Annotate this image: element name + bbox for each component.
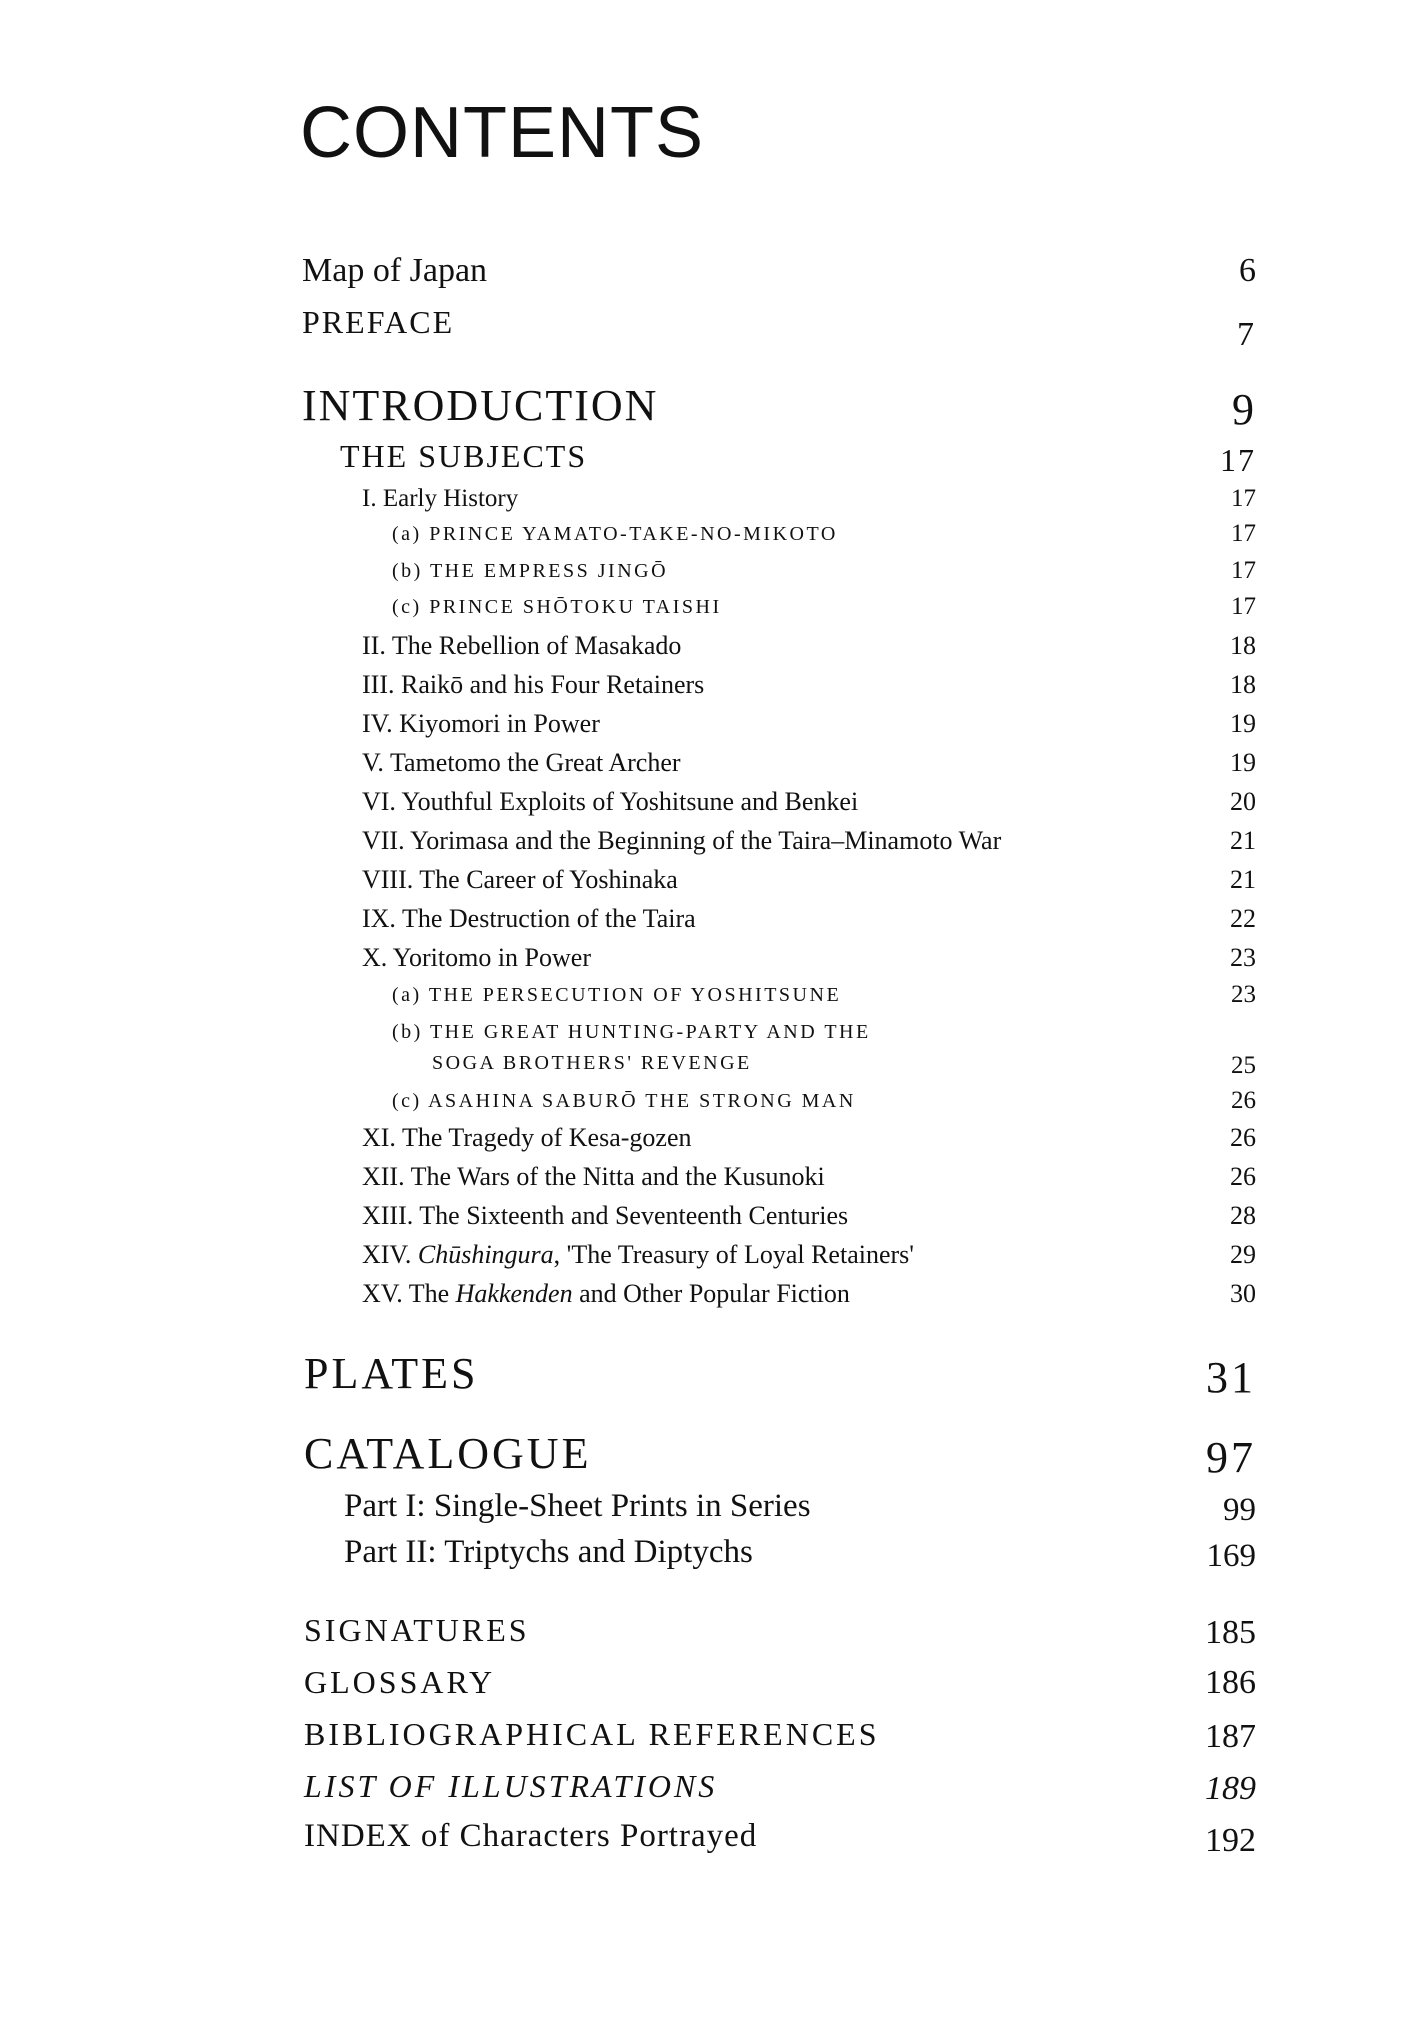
- toc-label: IX. The Destruction of the Taira: [362, 904, 696, 933]
- toc-label: Map of Japan: [302, 252, 488, 289]
- toc-label-italic: Hakkenden: [455, 1279, 573, 1308]
- toc-page: 17: [1231, 520, 1256, 547]
- toc-page: 25: [1231, 1052, 1256, 1079]
- toc-label: BIBLIOGRAPHICAL REFERENCES: [304, 1716, 880, 1752]
- toc-page: 17: [1231, 485, 1256, 512]
- toc-label: (c) PRINCE SHŌTOKU TAISHI: [392, 596, 722, 618]
- toc-label-prefix: XV. The: [362, 1279, 456, 1308]
- toc-page: 189: [1205, 1770, 1256, 1807]
- toc-label: LIST OF ILLUSTRATIONS: [304, 1768, 718, 1804]
- toc-page: 22: [1230, 904, 1256, 933]
- toc-label: (b) THE EMPRESS JINGŌ: [392, 560, 669, 582]
- toc-page: 17: [1231, 593, 1256, 620]
- toc-label: SOGA BROTHERS' REVENGE: [432, 1052, 752, 1074]
- toc-page: 192: [1205, 1822, 1256, 1859]
- toc-page: 21: [1230, 826, 1256, 855]
- toc-page: 26: [1231, 1087, 1256, 1114]
- toc-label: VI. Youthful Exploits of Yoshitsune and Benkei: [362, 787, 859, 816]
- toc-label: SIGNATURES: [304, 1612, 530, 1648]
- toc-page: 185: [1205, 1614, 1256, 1651]
- toc-label: Part II: Triptychs and Diptychs: [344, 1534, 753, 1570]
- toc-label: [362, 1279, 850, 1309]
- toc-label-suffix: , 'The Treasury of Loyal Retainers': [553, 1240, 914, 1269]
- toc-page: 26: [1230, 1162, 1256, 1191]
- toc-label: INTRODUCTION: [302, 381, 659, 430]
- toc-label: X. Yoritomo in Power: [362, 943, 591, 972]
- toc-label: PREFACE: [302, 304, 455, 340]
- toc-page: 9: [1232, 385, 1256, 434]
- toc-label: INDEX of Characters Portrayed: [304, 1818, 758, 1854]
- toc-page: 30: [1230, 1279, 1256, 1308]
- toc-page: 18: [1230, 670, 1256, 699]
- toc-page: 20: [1230, 787, 1256, 816]
- toc-page: 21: [1230, 865, 1256, 894]
- toc-label: VIII. The Career of Yoshinaka: [362, 865, 678, 894]
- toc-page: 23: [1230, 943, 1256, 972]
- toc-page: 97: [1206, 1433, 1256, 1482]
- toc-label-italic: Chūshingura: [417, 1240, 554, 1269]
- toc-label: IV. Kiyomori in Power: [362, 709, 600, 738]
- toc-page: 6: [1239, 252, 1256, 289]
- toc-label: XI. The Tragedy of Kesa-gozen: [362, 1123, 692, 1152]
- toc-label: (c) ASAHINA SABURŌ THE STRONG MAN: [392, 1090, 856, 1112]
- toc-page: 17: [1231, 557, 1256, 584]
- toc-label: (a) THE PERSECUTION OF YOSHITSUNE: [392, 984, 842, 1006]
- toc-page: 19: [1230, 709, 1256, 738]
- toc-label: III. Raikō and his Four Retainers: [362, 670, 705, 699]
- toc-page: 99: [1223, 1492, 1256, 1528]
- toc-page: 7: [1237, 316, 1256, 353]
- toc-page: 17: [1220, 442, 1256, 478]
- toc-page: 169: [1206, 1538, 1256, 1574]
- toc-label: (b) THE GREAT HUNTING-PARTY AND THE: [392, 1021, 871, 1043]
- toc-label: CATALOGUE: [304, 1429, 592, 1478]
- toc-page: 19: [1230, 748, 1256, 777]
- toc-label: II. The Rebellion of Masakado: [362, 631, 682, 660]
- toc-label: V. Tametomo the Great Archer: [362, 748, 681, 777]
- toc-page: 26: [1230, 1123, 1256, 1152]
- toc-label: VII. Yorimasa and the Beginning of the Taira–Minamoto War: [362, 826, 1002, 855]
- toc-label-suffix: and Other Popular Fiction: [572, 1279, 850, 1308]
- toc-label-prefix: XIV.: [362, 1240, 418, 1269]
- toc-label: XIII. The Sixteenth and Seventeenth Centuries: [362, 1201, 849, 1230]
- toc-label: GLOSSARY: [304, 1664, 496, 1700]
- toc-page: 18: [1230, 631, 1256, 660]
- page-title: CONTENTS: [300, 93, 704, 173]
- toc-label: (a) PRINCE YAMATO-TAKE-NO-MIKOTO: [392, 523, 838, 545]
- toc-page: 186: [1205, 1664, 1256, 1701]
- toc-page: 187: [1205, 1718, 1256, 1755]
- toc-label: THE SUBJECTS: [340, 438, 588, 474]
- toc-page: 28: [1230, 1201, 1256, 1230]
- toc-label: PLATES: [304, 1349, 479, 1398]
- toc-page: 23: [1231, 981, 1256, 1008]
- toc-label: XII. The Wars of the Nitta and the Kusunoki: [362, 1162, 825, 1191]
- toc-label: [362, 1240, 914, 1270]
- toc-page: 29: [1230, 1240, 1256, 1269]
- toc-label: Part I: Single-Sheet Prints in Series: [344, 1488, 811, 1524]
- toc-page: 31: [1206, 1353, 1256, 1402]
- toc-label: I. Early History: [362, 485, 519, 512]
